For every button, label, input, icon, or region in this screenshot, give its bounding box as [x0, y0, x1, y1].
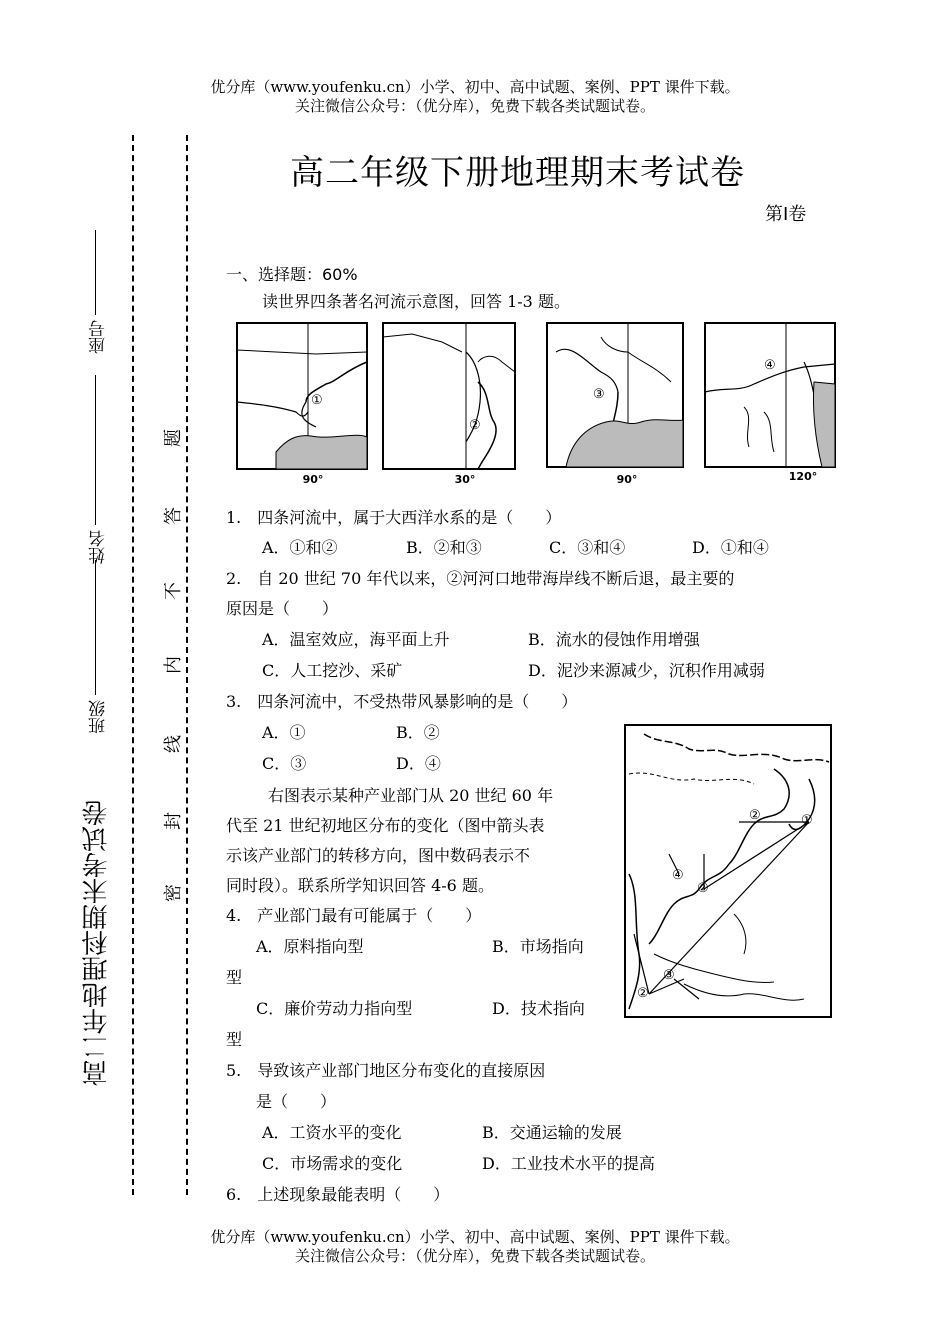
passage-line-2: 代至 21 世纪初地区分布的变化（图中箭头表	[226, 816, 545, 835]
river-map-2	[382, 322, 516, 470]
q2-option-c: C．人工挖沙、采矿	[262, 661, 403, 680]
header-line-1: 优分库（www.youfenku.cn）小学、初中、高中试题、案例、PPT 课件下载。	[210, 78, 740, 96]
q5-option-d: D．工业技术水平的提高	[482, 1154, 655, 1173]
asia-marker-2a: ②	[749, 808, 761, 823]
asia-marker-4: ④	[672, 868, 684, 883]
q3-option-d: D．④	[396, 754, 441, 773]
q1-option-c: C．③和④	[549, 538, 626, 557]
river-map-3	[546, 322, 684, 468]
map-2-marker: ②	[469, 418, 481, 433]
question-4: 4. 产业部门最有可能属于（ ）	[226, 906, 482, 925]
map-1-marker: ①	[311, 393, 323, 408]
q4-option-b-cont: 型	[226, 968, 243, 987]
section-heading: 一、选择题：60%	[226, 265, 358, 284]
q1-option-d: D．①和④	[692, 538, 769, 557]
question-3: 3. 四条河流中，不受热带风暴影响的是（ ）	[226, 692, 578, 711]
question-5-cont: 是（ ）	[256, 1092, 337, 1111]
q5-option-b: B．交通运输的发展	[482, 1123, 622, 1142]
asia-marker-3: ③	[663, 968, 675, 983]
seal-char-3: 线	[163, 735, 184, 753]
section-intro: 读世界四条著名河流示意图，回答 1-3 题。	[262, 292, 570, 311]
map-3-marker: ③	[593, 387, 605, 402]
footer-line-1: 优分库（www.youfenku.cn）小学、初中、高中试题、案例、PPT 课件下载。	[210, 1228, 740, 1246]
passage-line-1: 右图表示某种产业部门从 20 世纪 60 年	[268, 786, 554, 805]
seal-char-7: 题	[163, 429, 184, 447]
binding-line-inner	[186, 135, 188, 1195]
map-2-longitude: 30°	[454, 473, 476, 486]
seal-char-5: 不	[163, 582, 184, 600]
sidebar-class-label: 班级	[89, 700, 109, 734]
q5-option-a: A．工资水平的变化	[262, 1123, 402, 1142]
sidebar-name-label: 姓名	[89, 530, 109, 564]
asia-marker-2c: ②	[637, 986, 649, 1001]
sidebar-seat-label: 座号	[89, 320, 109, 354]
q2-option-d: D．泥沙来源减少，沉积作用减弱	[528, 661, 765, 680]
volume-label: 第Ⅰ卷	[765, 204, 807, 225]
asia-marker-1: ①	[801, 813, 813, 828]
q2-option-b: B．流水的侵蚀作用增强	[528, 630, 700, 649]
seal-char-2: 封	[163, 812, 184, 830]
name-blank-line[interactable]	[95, 375, 96, 525]
asia-marker-2b: ②	[697, 881, 709, 896]
q4-option-d: D．技术指向	[492, 999, 585, 1018]
q4-option-c: C．廉价劳动力指向型	[256, 999, 413, 1018]
page-title: 高二年级下册地理期末考试卷	[290, 153, 745, 193]
binding-line-outer	[132, 135, 134, 1195]
river-map-1	[236, 322, 368, 470]
q4-option-a: A．原料指向型	[256, 937, 364, 956]
q1-option-b: B．②和③	[406, 538, 482, 557]
q1-option-a: A．①和②	[262, 538, 338, 557]
question-6: 6. 上述现象最能表明（ ）	[226, 1185, 450, 1204]
q3-option-a: A．①	[262, 723, 306, 742]
passage-line-4: 同时段）。联系所学知识回答 4-6 题。	[226, 876, 494, 895]
footer-line-2: 关注微信公众号：（优分库），免费下载各类试题试卷。	[294, 1247, 655, 1265]
question-2-cont: 原因是（ ）	[226, 599, 339, 618]
sidebar-exam-name: 高二年地理科期末考试卷	[82, 800, 112, 1086]
seal-char-6: 答	[163, 507, 184, 525]
seal-char-1: 密	[163, 884, 184, 902]
map-1-longitude: 90°	[302, 473, 324, 486]
map-4-longitude: 120°	[788, 470, 818, 483]
q4-option-b: B．市场指向	[492, 937, 584, 956]
class-blank-line[interactable]	[95, 560, 96, 695]
river-map-4	[704, 322, 836, 468]
map-4-marker: ④	[764, 358, 776, 373]
q2-option-a: A．温室效应，海平面上升	[262, 630, 450, 649]
header-line-2: 关注微信公众号：（优分库），免费下载各类试题试卷。	[294, 97, 655, 115]
passage-line-3: 示该产业部门的转移方向，图中数码表示不	[226, 846, 531, 865]
q3-option-c: C．③	[262, 754, 307, 773]
seat-blank-line[interactable]	[95, 230, 96, 315]
question-1: 1. 四条河流中，属于大西洋水系的是（ ）	[226, 508, 562, 527]
map-3-longitude: 90°	[616, 473, 638, 486]
asia-industry-map	[624, 724, 832, 1018]
q5-option-c: C．市场需求的变化	[262, 1154, 403, 1173]
question-5: 5. 导致该产业部门地区分布变化的直接原因	[226, 1061, 546, 1080]
seal-char-4: 内	[163, 656, 184, 674]
q4-option-d-cont: 型	[226, 1030, 243, 1049]
q3-option-b: B．②	[396, 723, 440, 742]
question-2: 2. 自 20 世纪 70 年代以来，②河河口地带海岸线不断后退，最主要的	[226, 569, 735, 588]
